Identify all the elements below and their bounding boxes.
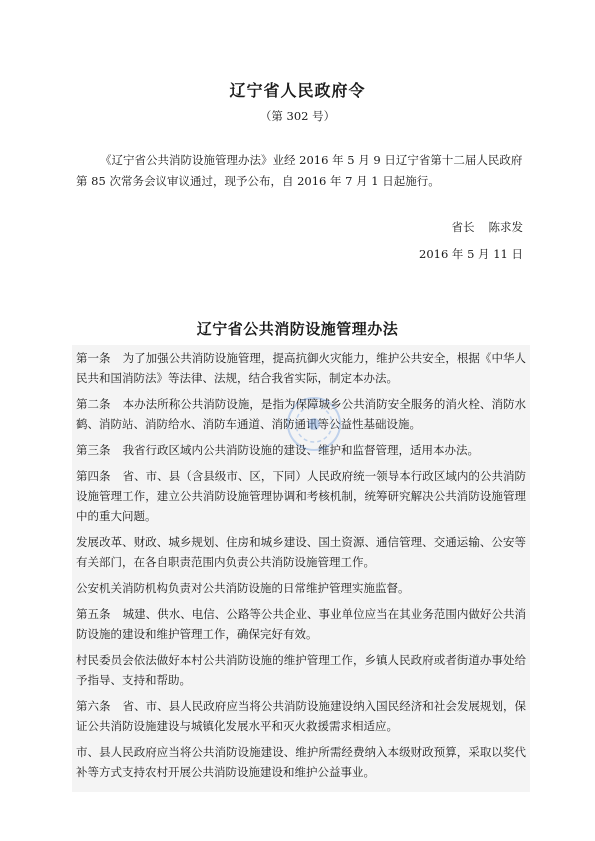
article-text: 公安机关消防机构负责对公共消防设施的日常维护管理实施监督。	[76, 581, 410, 595]
article-number: 第四条	[76, 469, 111, 483]
article-1	[76, 348, 526, 388]
article-number: 第五条	[76, 607, 111, 621]
article-text: 省、市、县（含县级市、区，下同）人民政府统一领导本行政区域内的公共消防设施管理工作，建立公共消防设施管理协调和考核机制，统筹研究解决公共消防设施管理中的重大问题。	[76, 469, 527, 523]
article-4-paragraph-3	[76, 578, 526, 598]
article-number: 第一条	[76, 351, 111, 365]
sign-date: 2016 年 5 月 11 日	[419, 247, 523, 261]
article-5-paragraph-2	[76, 650, 526, 690]
article-number: 第六条	[76, 699, 111, 713]
signer	[452, 219, 524, 235]
article-number: 第三条	[76, 443, 111, 457]
article-text: 村民委员会依法做好本村公共消防设施的维护管理工作，乡镇人民政府或者街道办事处给予指导、支持和帮助。	[76, 653, 526, 687]
regulation-title: 辽宁省公共消防设施管理办法	[196, 320, 399, 338]
watermark-logo	[282, 392, 346, 456]
article-text: 城建、供水、电信、公路等公共企业、事业单位应当在其业务范围内做好公共消防设施的建设和维护管理工作，确保完好有效。	[76, 607, 527, 641]
article-text: 省、市、县人民政府应当将公共消防设施建设纳入国民经济和社会发展规划，保证公共消防设施建设与城镇化发展水平和灭火救援需求相适应。	[76, 699, 527, 733]
article-4	[76, 466, 526, 526]
signer-title: 省长	[451, 220, 475, 234]
article-4-paragraph-2	[76, 532, 526, 572]
article-5	[76, 604, 526, 644]
decree-title: 辽宁省人民政府令	[229, 81, 366, 100]
article-text: 市、县人民政府应当将公共消防设施建设、维护所需经费纳入本级财政预算，采取以奖代补等方式支持农村开展公共消防设施建设和维护公益事业。	[76, 745, 526, 779]
article-text: 为了加强公共消防设施管理，提高抗御火灾能力，维护公共安全，根据《中华人民共和国消防法》等法律、法规，结合我省实际，制定本办法。	[76, 351, 527, 385]
article-6-paragraph-2	[76, 742, 526, 782]
article-text: 我省行政区域内公共消防设施的建设、维护和监督管理，适用本办法。	[122, 443, 479, 457]
article-6	[76, 696, 526, 736]
article-number: 第二条	[76, 397, 111, 411]
article-text: 本办法所称公共消防设施，是指为保障城乡公共消防安全服务的消火栓、消防水鹤、消防站、消防给水、消防车通道、消防通讯等公益性基础设施。	[76, 397, 527, 431]
signer-name: 陈求发	[488, 220, 523, 234]
decree-preamble: 《辽宁省公共消防设施管理办法》业经 2016 年 5 月 9 日辽宁省第十二届人民政府第 85 次常务会议审议通过，现予公布，自 2016 年 7 月 1 日起施行。	[76, 153, 523, 188]
article-text: 发展改革、财政、城乡规划、住房和城乡建设、国土资源、通信管理、交通运输、公安等有关部门，在各自职责范围内负责公共消防设施管理工作。	[76, 535, 526, 569]
decree-number: （第 302 号）	[259, 109, 336, 123]
